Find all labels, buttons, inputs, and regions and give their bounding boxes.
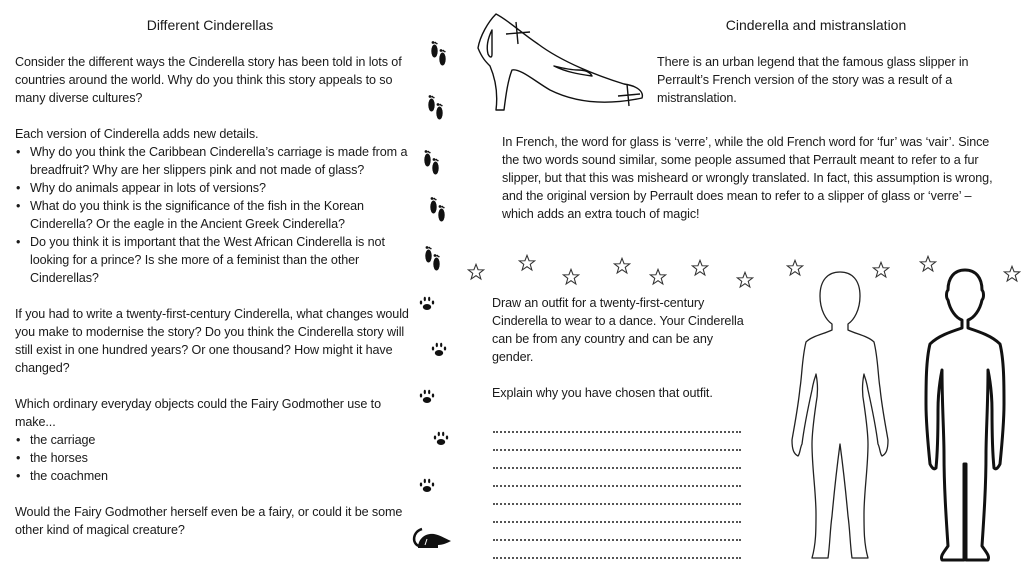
draw-outfit-instruction: Draw an outfit for a twenty-first-century Cinderella to wear to a dance. Your Cinderella can be from any country and can be any gender. [492,296,744,364]
intro-paragraph: Consider the different ways the Cinderella story has been told in lots of countries around the world. Why do you think this story appeals to so many diverse cultures? [15,55,402,105]
paw-print-icon [430,341,448,357]
star-icon [736,271,754,289]
versions-lead: Each version of Cinderella adds new details. [15,127,259,141]
objects-list-item: • the coachmen [15,467,415,485]
footprints-icon [421,147,443,179]
star-icon [562,268,580,286]
urban-legend-paragraph: There is an urban legend that the famous glass slipper in Perrault’s French version of the story was a result of a mistranslation. [657,55,969,105]
glass-slipper-icon [474,10,644,114]
answer-line[interactable] [493,485,741,487]
mouse-icon [410,526,452,552]
footprints-icon [425,92,447,124]
answer-line[interactable] [493,557,741,559]
star-icon [691,259,709,277]
star-icon [467,263,485,281]
objects-list-item: • the horses [15,449,415,467]
star-icon [613,257,631,275]
star-icon [518,254,536,272]
section-title-different-cinderellas: Different Cinderellas [146,17,274,33]
versions-list [15,143,415,287]
paw-print-icon [418,295,436,311]
objects-list-item: • the carriage [15,431,415,449]
modern-cinderella-paragraph: If you had to write a twenty-first-century Cinderella, what changes would you make to modernise the story? Do you think the Cinderella story will still exist in one hundred years? Or one thousand? How might it have changed? [15,307,409,375]
female-outline-figure[interactable] [790,268,890,568]
paw-print-icon [418,388,436,404]
footprints-icon [428,38,450,70]
paw-print-icon [418,477,436,493]
versions-list-item: • Why do you think the Caribbean Cinderella’s carriage is made from a breadfruit? Why are her slippers pink and not made of glass? [15,143,415,179]
fairy-godmother-paragraph: Would the Fairy Godmother herself even be a fairy, or could it be some other kind of magical creature? [15,505,403,537]
male-outline-figure[interactable] [920,264,1010,570]
paw-print-icon [432,430,450,446]
answer-line[interactable] [493,467,741,469]
section-title-mistranslation: Cinderella and mistranslation [725,17,907,33]
star-icon [649,268,667,286]
left-column [15,53,415,539]
versions-list-item: • Why do animals appear in lots of versions? [15,179,415,197]
footprints-icon [422,243,444,275]
objects-lead: Which ordinary everyday objects could the Fairy Godmother use to make... [15,397,381,429]
explain-outfit-prompt: Explain why you have chosen that outfit. [492,386,713,400]
answer-line[interactable] [493,539,741,541]
answer-line[interactable] [493,503,741,505]
versions-list-item: • Do you think it is important that the West African Cinderella is not looking for a prince? Is she more of a feminist than the other Cinderellas? [15,233,415,287]
answer-line[interactable] [493,449,741,451]
answer-line[interactable] [493,431,741,433]
objects-list [15,431,415,485]
versions-list-item: • What do you think is the significance of the fish in the Korean Cinderella? Or the eagle in the Ancient Greek Cinderella? [15,197,415,233]
answer-line[interactable] [493,521,741,523]
verre-vair-paragraph: In French, the word for glass is ‘verre’, while the old French word for ‘fur’ was ‘vair’. Since the two words sound similar, some people assumed that Perrault meant to refer to a fur slipper, but that this was misheard or wrongly translated. In fact, this assumption is wrong, and the original version by Perrault does mean to refer to a slipper of glass or ‘verre’ – which adds an extra touch of magic! [502,135,993,221]
footprints-icon [427,194,449,226]
